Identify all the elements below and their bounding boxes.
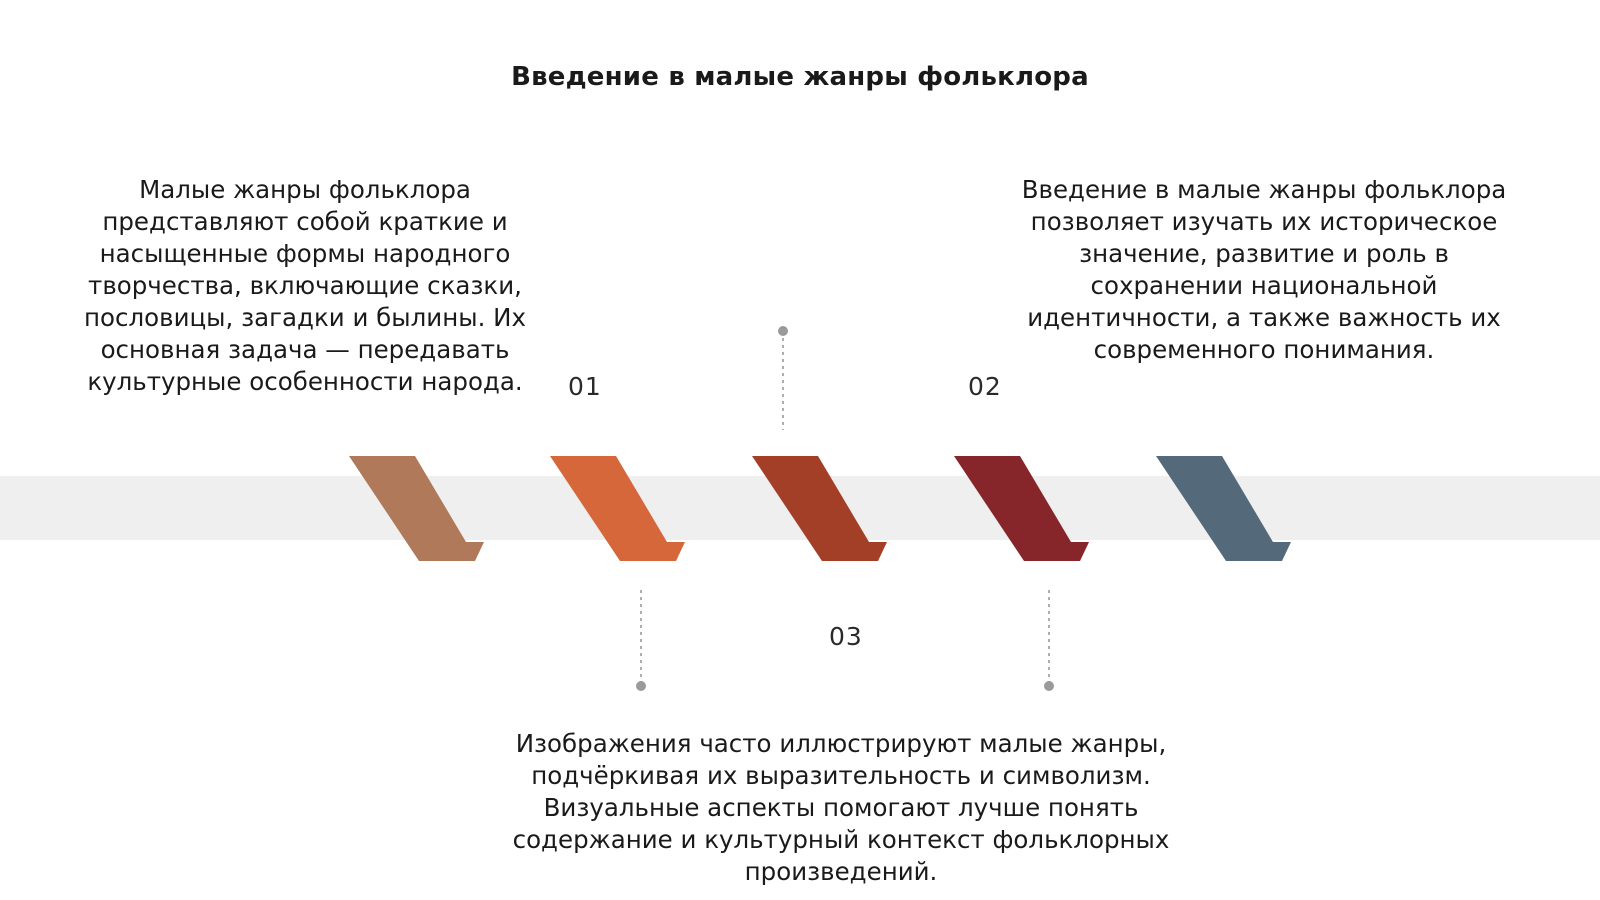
connector-dot-top (778, 326, 788, 336)
step-2-number: 02 (968, 372, 1002, 401)
chevron-1 (349, 456, 484, 561)
step-1-text: Малые жанры фольклора представляют собой краткие и насыщенные формы народного творчества, включающие сказки, пословицы, загадки и былины. Их основная задача — передавать культурные особенности народа. (84, 175, 526, 396)
step-3-number: 03 (829, 622, 863, 651)
chevron-5 (1156, 456, 1291, 561)
chevron-2 (550, 456, 685, 561)
chevron-3 (752, 456, 887, 561)
chevron-4 (954, 456, 1089, 561)
slide-title: Введение в малые жанры фольклора (511, 62, 1089, 92)
step-3-text: Изображения часто иллюстрируют малые жанры, подчёркивая их выразительность и символизм. Визуальные аспекты помогают лучше понять содержание и культурный контекст фольклорных произведений. (512, 729, 1170, 886)
connector-dot-bottom-left (636, 681, 646, 691)
step-1-number: 01 (568, 372, 602, 401)
connector-dot-bottom-right (1044, 681, 1054, 691)
step-2-text: Введение в малые жанры фольклора позволяет изучать их историческое значение, развитие и роль в сохранении национальной идентичности, а также важность их современного понимания. (1021, 175, 1507, 364)
